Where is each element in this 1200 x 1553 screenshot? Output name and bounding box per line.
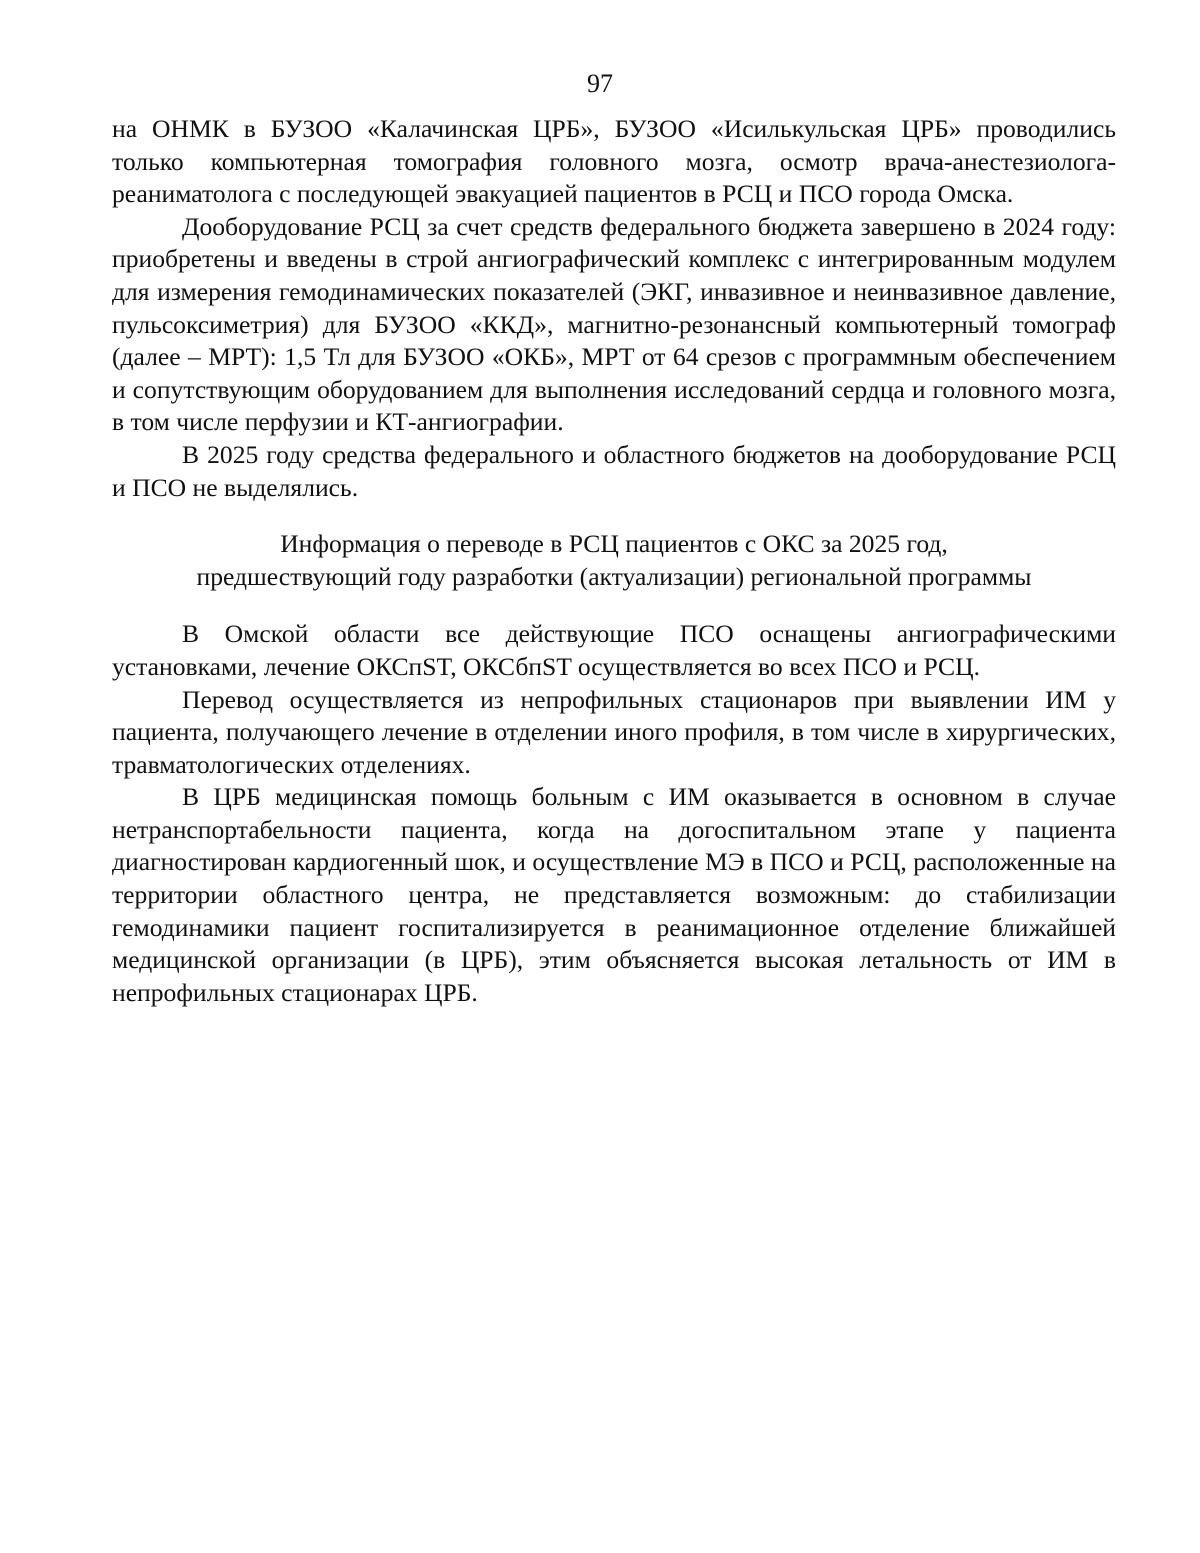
paragraph-continuation: на ОНМК в БУЗОО «Калачинская ЦРБ», БУЗОО «Исилькульская ЦРБ» проводились только компьютерная томография головного мозга, осмотр врача-анестезиолога-реаниматолога с последующей эвакуацией пациентов в РСЦ и ПСО города Омска. [112, 114, 1116, 209]
document-body [112, 113, 1116, 1009]
paragraph-equipment: Дооборудование РСЦ за счет средств федерального бюджета завершено в 2024 году: приобретены и введены в строй ангиографический комплекс с интегрированным модулем для измерения гемодинамических показателей (ЭКГ, инвазивное и неинвазивное давление, пульсоксиметрия) для БУЗОО «ККД», магнитно-резонансный компьютерный томограф (далее – МРТ): 1,5 Тл для БУЗОО «ОКБ», МРТ от 64 срезов с программным обеспечением и сопутствующим оборудованием для выполнения исследований сердца и головного мозга, в том числе перфузии и КТ-ангиографии. [112, 211, 1116, 437]
paragraph-crb-care: В ЦРБ медицинская помощь больным с ИМ оказывается в основном в случае нетранспортабельности пациента, когда на догоспитальном этапе у пациента диагностирован кардиогенный шок, и осуществление МЭ в ПСО и РСЦ, расположенные на территории областного центра, не представляется возможным: до стабилизации гемодинамики пациент госпитализируется в реанимационное отделение ближайшей медицинской организации (в ЦРБ), этим объясняется высокая летальность от ИМ в непрофильных стационарах ЦРБ. [112, 782, 1116, 1007]
page-number: 97 [587, 69, 613, 98]
paragraph-angiography: В Омской области все действующие ПСО оснащены ангиографическими установками, лечение ОКСпST, ОКСбпST осуществляется во всех ПСО и РСЦ. [112, 619, 1116, 681]
section-heading [112, 528, 1116, 593]
paragraph-transfer: Перевод осуществляется из непрофильных стационаров при выявлении ИМ у пациента, получающего лечение в отделении иного профиля, в том числе в хирургических, травматологических отделениях. [112, 684, 1116, 779]
paragraph-funding-2025: В 2025 году средства федерального и областного бюджетов на дооборудование РСЦ и ПСО не выделялись. [112, 439, 1116, 502]
section-heading-line-2: предшествующий году разработки (актуализации) региональной программы [196, 561, 1032, 591]
section-heading-line-1: Информация о переводе в РСЦ пациентов с ОКС за 2025 год, [280, 529, 948, 559]
